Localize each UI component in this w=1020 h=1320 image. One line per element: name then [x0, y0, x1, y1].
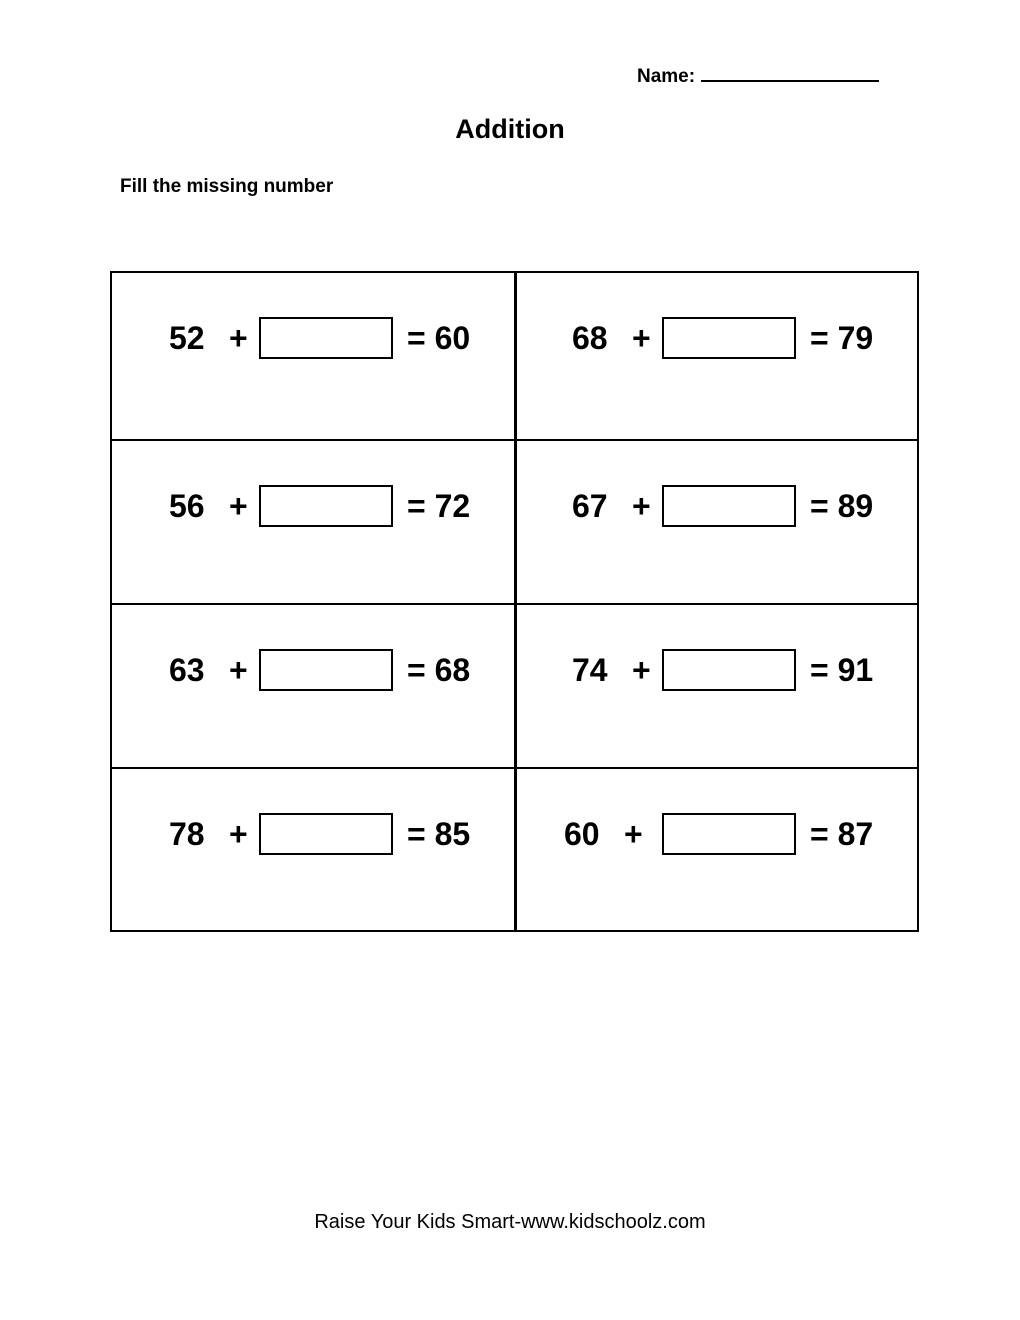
addend: 74: [572, 652, 608, 688]
plus-sign: +: [229, 652, 248, 688]
grid-divider-horizontal: [112, 603, 917, 605]
result: = 89: [810, 488, 874, 524]
plus-sign: +: [229, 320, 248, 356]
result: = 72: [407, 488, 471, 524]
name-field: [637, 62, 879, 88]
grid-divider-horizontal: [112, 439, 917, 441]
addend: 63: [169, 652, 205, 688]
plus-sign: +: [632, 652, 651, 688]
plus-sign: +: [632, 488, 651, 524]
addend: 52: [169, 320, 205, 356]
plus-sign: +: [229, 488, 248, 524]
plus-sign: +: [632, 320, 651, 356]
result: = 91: [810, 652, 874, 688]
answer-box[interactable]: [662, 485, 796, 527]
answer-box[interactable]: [259, 813, 393, 855]
plus-sign: +: [229, 816, 248, 852]
answer-box[interactable]: [259, 485, 393, 527]
answer-box[interactable]: [662, 649, 796, 691]
result: = 85: [407, 816, 471, 852]
instruction-text: Fill the missing number: [120, 176, 334, 197]
addend: 60: [564, 816, 600, 852]
addend: 56: [169, 488, 205, 524]
addend: 67: [572, 488, 608, 524]
name-blank-line[interactable]: [701, 62, 879, 82]
result: = 60: [407, 320, 471, 356]
addend: 68: [572, 320, 608, 356]
answer-box[interactable]: [259, 649, 393, 691]
result: = 87: [810, 816, 874, 852]
result: = 79: [810, 320, 874, 356]
answer-box[interactable]: [662, 317, 796, 359]
name-label: Name:: [637, 66, 696, 87]
grid-divider-horizontal: [112, 767, 917, 769]
footer-text: Raise Your Kids Smart-www.kidschoolz.com: [314, 1211, 706, 1233]
grid-divider-vertical: [514, 273, 517, 930]
problem-grid: [110, 271, 919, 932]
answer-box[interactable]: [259, 317, 393, 359]
result: = 68: [407, 652, 471, 688]
addend: 78: [169, 816, 205, 852]
page-title: Addition: [455, 114, 565, 144]
answer-box[interactable]: [662, 813, 796, 855]
plus-sign: +: [624, 816, 643, 852]
